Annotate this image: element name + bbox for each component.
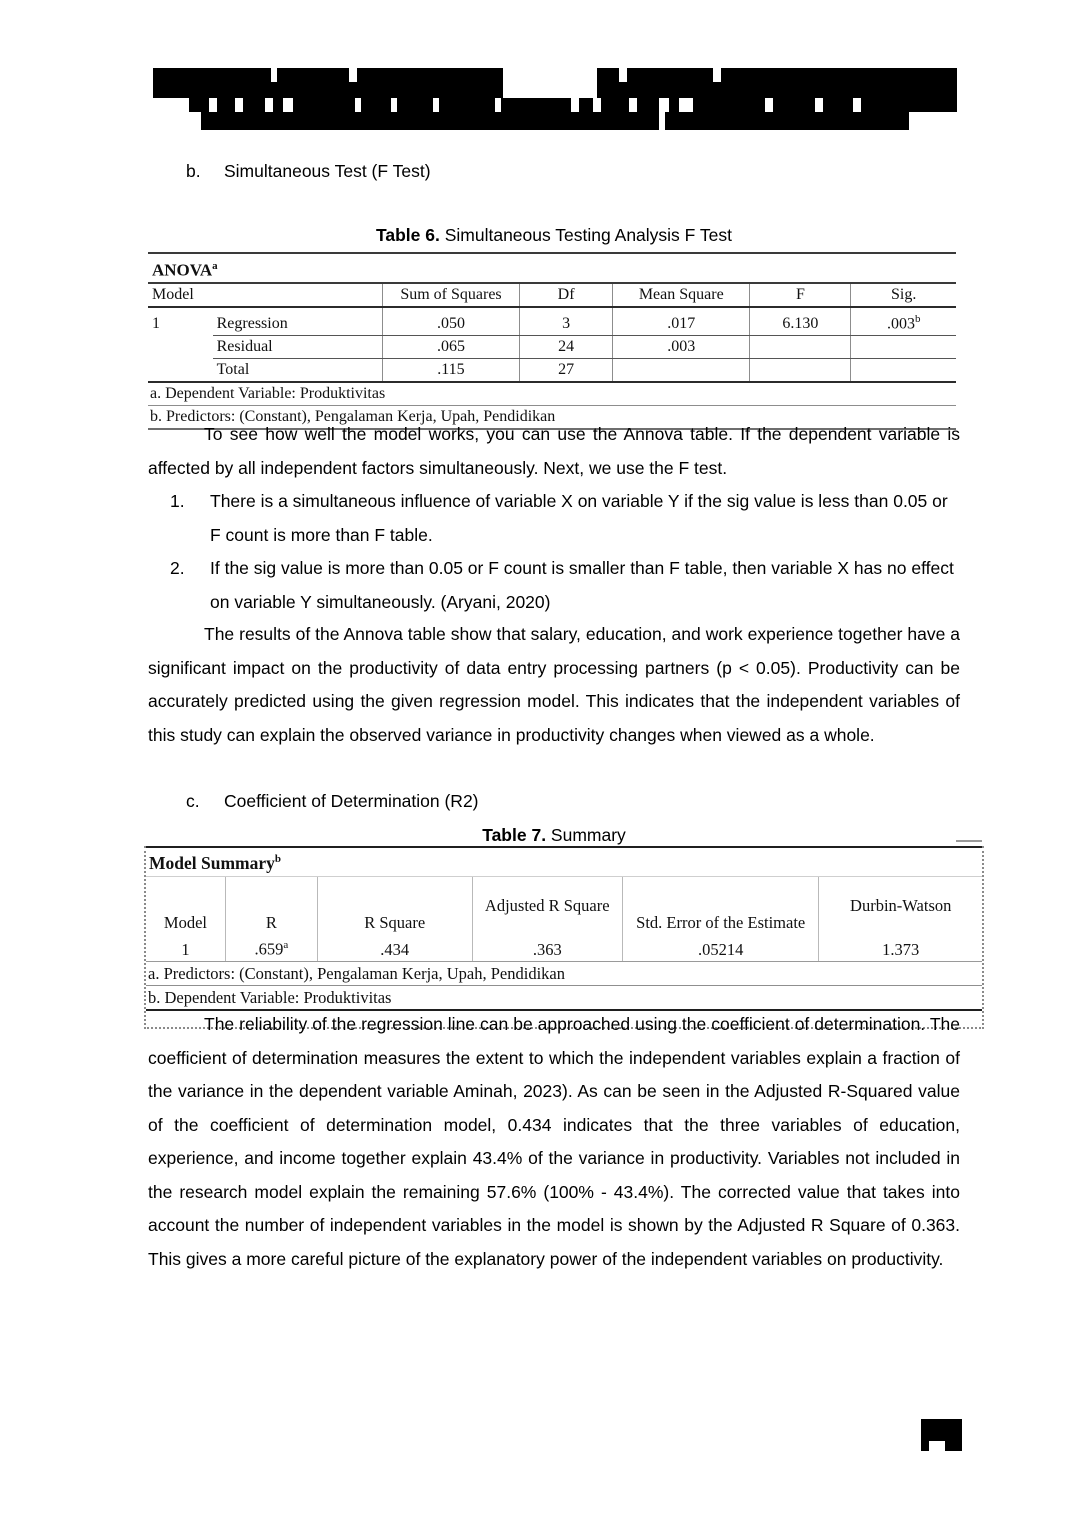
anova-cell-ss: .050 [382, 307, 519, 336]
anova-col-blank [213, 283, 383, 307]
list-item-marker: 2. [170, 558, 185, 578]
table6-caption [148, 220, 960, 250]
table-row [146, 934, 982, 961]
summary-col-r: R [225, 876, 317, 934]
list-item-text: There is a simultaneous influence of variable X on variable Y if the sig value is less than 0.05 or F count is more than F table. [210, 491, 948, 545]
summary-title-cell [146, 847, 982, 876]
summary-cell-durbin-watson: 1.373 [819, 934, 982, 961]
summary-top-rule [956, 840, 982, 842]
table6-caption-label: Table 6. [375, 225, 440, 245]
anova-title: ANOVA [152, 260, 213, 280]
section-c-marker: c. [186, 791, 200, 811]
summary-title-row [146, 847, 982, 876]
anova-cell-source: Total [213, 358, 383, 382]
anova-cell-df: 27 [520, 358, 613, 382]
model-summary-table [146, 846, 982, 1011]
anova-col-sum-of-squares: Sum of Squares [382, 283, 519, 307]
summary-header-row [146, 876, 982, 934]
anova-cell-model [148, 358, 213, 382]
f-test-criteria-list [148, 485, 960, 619]
table-row [148, 335, 956, 358]
list-item [170, 485, 960, 552]
anova-cell-ms: .017 [613, 307, 750, 336]
anova-col-sig: Sig. [851, 283, 956, 307]
summary-title-superscript: b [274, 853, 282, 865]
summary-cell-std-error: .05214 [622, 934, 818, 961]
section-c-item [186, 785, 960, 818]
anova-header-row [148, 283, 956, 307]
anova-cell-source: Residual [213, 335, 383, 358]
anova-title-superscript: a [212, 260, 218, 272]
summary-note-row [146, 961, 982, 985]
header-redaction-block [145, 68, 965, 130]
summary-note-row [146, 985, 982, 1010]
summary-cell-adjusted-r-square: .363 [472, 934, 622, 961]
summary-cell-model: 1 [146, 934, 225, 961]
anova-col-mean-square: Mean Square [613, 283, 750, 307]
summary-cell-r-superscript: a [283, 939, 289, 952]
list-item-text: If the sig value is more than 0.05 or F count is smaller than F table, then variable X has no effect on variable Y simultaneously. (Aryani, 2020) [210, 558, 954, 612]
section-b-marker: b. [186, 161, 201, 181]
anova-cell-ms [613, 358, 750, 382]
anova-cell-sig-superscript: b [914, 312, 921, 325]
table7-caption-text: Summary [546, 825, 626, 845]
table-row [148, 307, 956, 336]
anova-cell-f [750, 358, 851, 382]
anova-col-model: Model [148, 283, 213, 307]
summary-col-adjusted-r-square: Adjusted R Square [472, 876, 622, 934]
section-c-label: Coefficient of Determination (R2) [224, 791, 479, 811]
anova-cell-f: 6.130 [750, 307, 851, 336]
summary-cell-r [225, 934, 317, 961]
anova-note-a: a. Dependent Variable: Produktivitas [148, 382, 956, 406]
summary-cell-r-square: .434 [317, 934, 472, 961]
list-item-marker: 1. [170, 491, 185, 511]
anova-title-row [148, 253, 956, 283]
table7-caption-label: Table 7. [482, 825, 547, 845]
anova-title-cell [148, 253, 956, 283]
anova-cell-model: 1 [152, 315, 160, 333]
summary-col-model: Model [163, 913, 207, 933]
paragraph-annova-intro: To see how well the model works, you can use the Annova table. If the dependent variable is affected by all independent factors simultaneously. Next, we use the F test. [148, 424, 960, 478]
summary-title: Model Summary [149, 852, 275, 873]
model-summary-table-container [144, 846, 984, 1029]
anova-cell-df: 24 [520, 335, 613, 358]
anova-cell-sig [851, 358, 956, 382]
anova-cell-f [750, 335, 851, 358]
table-row [148, 358, 956, 382]
anova-cell-sig [851, 307, 956, 336]
list-item [170, 552, 960, 619]
footer-redaction-block [921, 1419, 962, 1451]
anova-col-df: Df [520, 283, 613, 307]
anova-col-f: F [750, 283, 851, 307]
section-b-label: Simultaneous Test (F Test) [224, 161, 431, 181]
anova-table-container [148, 252, 956, 430]
anova-cell-ss: .115 [382, 358, 519, 382]
paragraph-coefficient-determination: The reliability of the regression line can be approached using the coefficient of determination. The coefficient of determination measures the extent to which the independent variables explain a fraction of the variance in the dependent variable Aminah, 2023). As can be seen in the Adjusted R-Squared value of the coefficient of determination model, 0.434 indicates that the three variables of education, experience, and income together explain 43.4% of the variance in productivity. Variables not included in the research model explain the remaining 57.6% (100% - 43.4%). The corrected value that takes into account the number of independent variables in the model is shown by the Adjusted R Square of 0.363. This gives a more careful picture of the explanatory power of the independent variables on productivity. [148, 1014, 960, 1269]
anova-cell-sig-value: .003 [886, 314, 915, 332]
paragraph-annova-results: The results of the Annova table show that salary, education, and work experience together have a significant impact on the productivity of data entry processing partners (p < 0.05). Productivity can be accurately predicted using the given regression model. This indicates that the independent variables of this study can explain the observed variance in productivity changes when viewed as a whole. [148, 624, 960, 745]
summary-col-r-square: R Square [317, 876, 472, 934]
anova-cell-sig [851, 335, 956, 358]
summary-note-a: a. Predictors: (Constant), Pengalaman Kerja, Upah, Pendidikan [146, 961, 982, 985]
section-b-item [186, 155, 960, 188]
summary-col-durbin-watson: Durbin-Watson [819, 876, 982, 934]
anova-table [148, 252, 956, 430]
anova-note-row [148, 382, 956, 406]
anova-cell-df: 3 [520, 307, 613, 336]
summary-col-std-error: Std. Error of the Estimate [622, 876, 818, 934]
summary-note-b: b. Dependent Variable: Produktivitas [146, 985, 982, 1010]
anova-cell-source: Regression [213, 307, 383, 336]
anova-cell-ss: .065 [382, 335, 519, 358]
anova-note-b: b. Predictors: (Constant), Pengalaman Kerja, Upah, Pendidikan [148, 405, 956, 429]
summary-cell-r-value: .659 [254, 939, 284, 959]
table6-caption-text: Simultaneous Testing Analysis F Test [439, 225, 733, 245]
anova-cell-ms: .003 [613, 335, 750, 358]
anova-cell-model [148, 335, 213, 358]
